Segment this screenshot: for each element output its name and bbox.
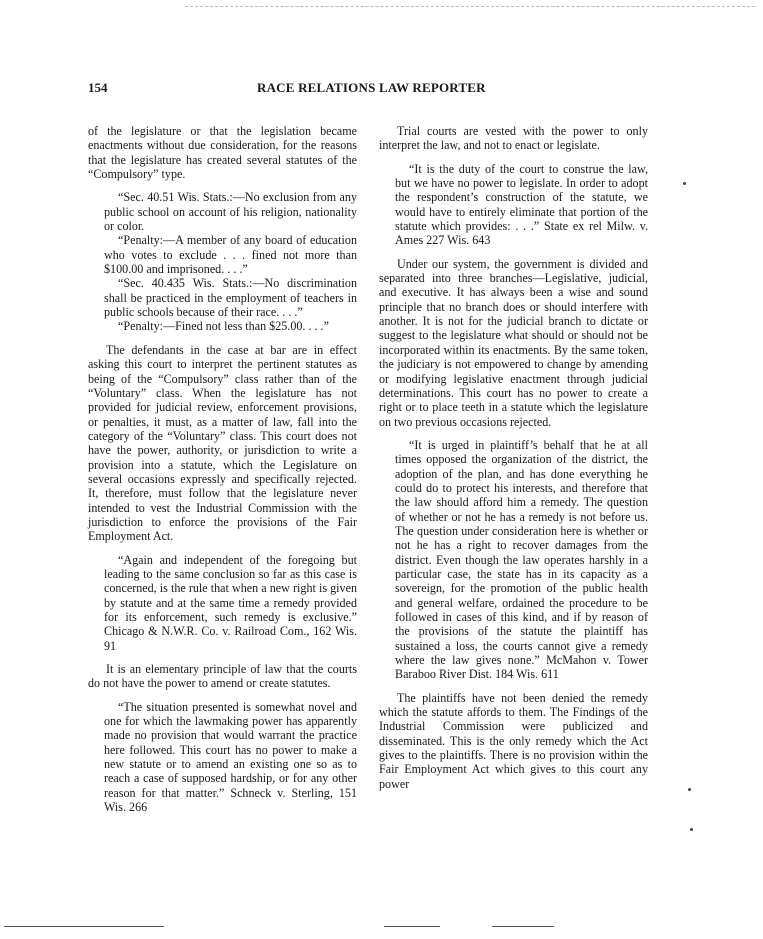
top-dashed-rule (185, 6, 755, 7)
quote-line: “Sec. 40.51 Wis. Stats.:—No exclusion from any public school on account of his religion, nationality or color. (104, 190, 357, 234)
paragraph: Under our system, the government is divided and separated into three branches—Legislative, judicial, and executive. It has always been a wise and sound principle that no branch does or should interfere with another. It is not for the judicial branch to dictate or suggest to the legislature what should or should not be incorporated within its enactments. By the same token, the judiciary is not empowered to change by amending or modifying legislative enactment through judicial determinations. This court has no power to create a right or to place teeth in a statute which the legislature on two previous occasions rejected. (379, 256, 648, 429)
paragraph: The defendants in the case at bar are in effect asking this court to interpret the pertinent statutes as being of the “Compulsory” class rather than of the “Voluntary” class. When the legislature has not provided for judicial review, enforcement provisions, or penalties, it must, as a matter of law, fall into the category of the “Voluntary” class. This court does not have the power, authority, or jurisdiction to write a provision into a statute, which the Legislature on several occasions expressly and specifically rejected. It, therefore, must follow that the legislature never intended to vest the Industrial Commission with the jurisdiction to enforce the provisions of the Fair Employment Act. (88, 342, 357, 544)
quote-text: “The situation presented is somewhat novel and one for which the lawmaking power has apparently made no provision that would warrant the practice here followed. This court has no power to make a new statute or to amend an existing one so as to reach a case of supposed hardship, or for any other reason for that matter.” Schneck v. Sterling, 151 Wis. 266 (104, 699, 357, 815)
case-quote (379, 438, 648, 682)
page-number: 154 (88, 80, 108, 95)
paragraph: It is an elementary principle of law that the courts do not have the power to amend or create statutes. (88, 662, 357, 691)
bottom-rule (492, 926, 554, 927)
running-head: RACE RELATIONS LAW REPORTER (257, 80, 486, 95)
right-column (379, 124, 648, 800)
paragraph: of the legislature or that the legislation became enactments without due consideration, for the reasons that the legislature has created several statutes of the “Compulsory” type. (88, 124, 357, 182)
scan-speck (683, 182, 686, 185)
quote-text: “It is the duty of the court to construe the law, but we have no power to legislate. In order to adopt the respondent’s construction of the statute, we would have to entirely eliminate that portion of the statute which provides: . . .” State ex rel Milw. v. Ames 227 Wis. 643 (395, 161, 648, 248)
statute-quote (88, 190, 357, 333)
left-column (88, 124, 357, 823)
quote-text: “It is urged in plaintiff’s behalf that he at all times opposed the organization of the district, the adoption of the plan, and has done everything he could do to protect his interests, and therefore that the law should afford him a remedy. The question of whether or not he has a remedy is not before us. The question under consideration here is whether or not he has a right to recover damages from the district. Even though the law operates harshly in a particular case, the state has in its capacity as a sovereign, for the promotion of the public health and general welfare, ordained the procedure to be followed in cases of this kind, and if by reason of the provisions of the statute the plaintiff has sustained a loss, the courts cannot give a remedy where the law gives none.” McMahon v. Tower Baraboo River Dist. 184 Wis. 611 (395, 437, 648, 682)
scan-speck (688, 788, 691, 791)
quote-text: “Again and independent of the foregoing but leading to the same conclusion so far as this case is concerned, is the rule that when a new right is given by statute and at the same time a remedy provided for its enforcement, such remedy is exclusive.” Chicago & N.W.R. Co. v. Railroad Com., 162 Wis. 91 (104, 552, 357, 653)
bottom-rule (384, 926, 440, 927)
case-quote (88, 553, 357, 653)
case-quote (88, 700, 357, 815)
case-quote (379, 162, 648, 248)
quote-line: “Penalty:—A member of any board of education who votes to exclude . . . fined not more than $100.00 and imprisoned. . . .” (104, 233, 357, 277)
paragraph: The plaintiffs have not been denied the remedy which the statute affords to them. The Findings of the Industrial Commission were publicized and disseminated. This is the only remedy which the Act gives to the plaintiffs. There is no provision within the Fair Employment Act which gives to this court any power (379, 690, 648, 791)
quote-line: “Penalty:—Fined not less than $25.00. . . .” (118, 319, 329, 334)
scan-speck (690, 828, 693, 831)
paragraph: Trial courts are vested with the power to only interpret the law, and not to enact or legislate. (379, 124, 648, 153)
quote-line: “Sec. 40.435 Wis. Stats.:—No discrimination shall be practiced in the employment of teachers in public schools because of their race. . . .” (104, 276, 357, 320)
bottom-rule (4, 926, 164, 927)
